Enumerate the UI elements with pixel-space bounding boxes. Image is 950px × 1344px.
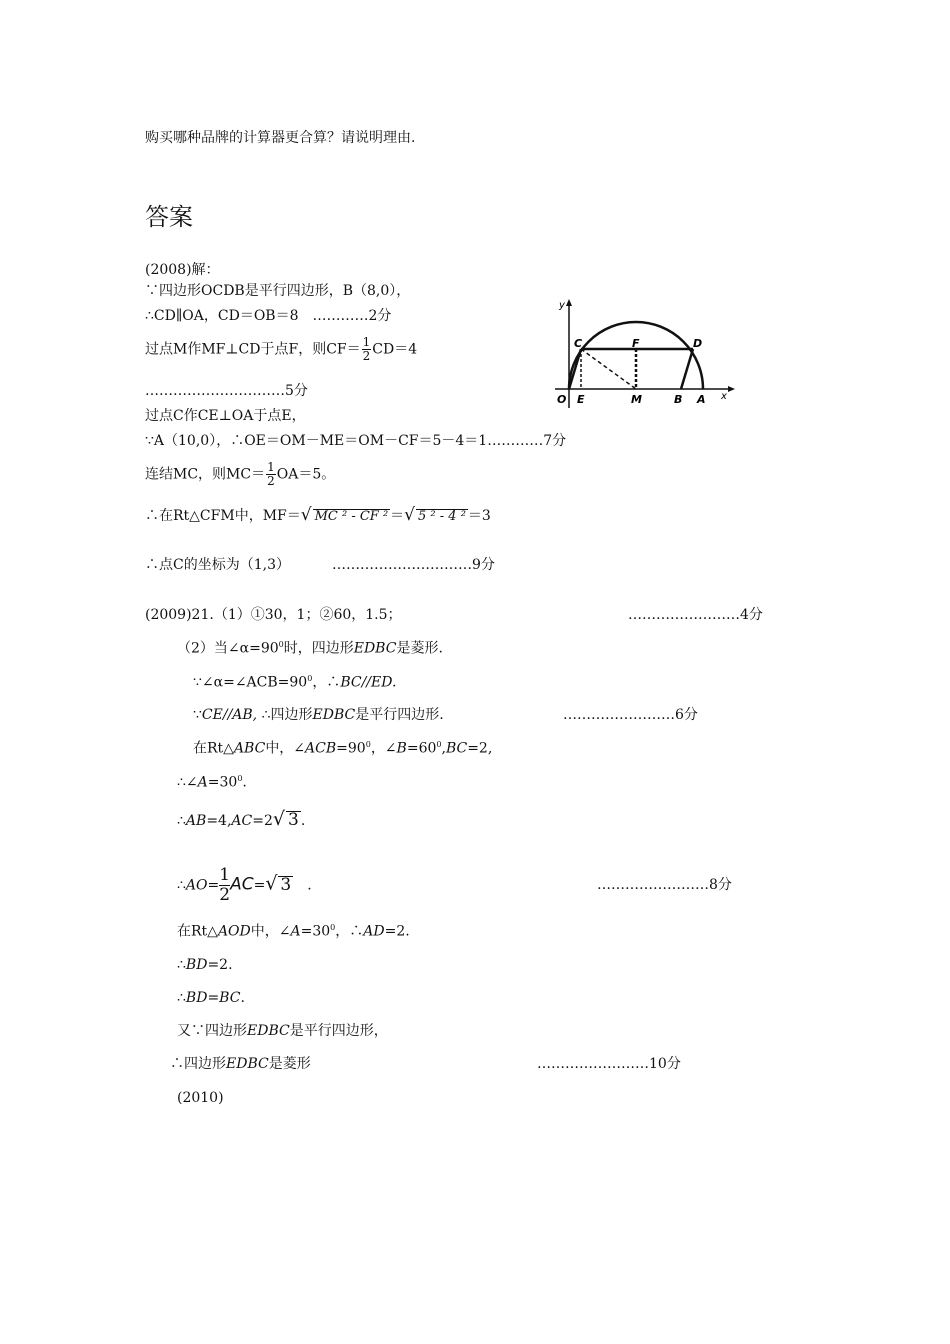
sol2009-line8: ∴AO= $\frac{1}{2}$ AC=√ 3 .: [177, 865, 312, 905]
question-tail: 购买哪种品牌的计算器更合算？请说明理由.: [145, 130, 416, 146]
y-axis-arrow-icon: [566, 299, 572, 306]
label-m: M: [631, 393, 642, 406]
fraction-half: $\frac{1}{2}$: [219, 865, 231, 905]
sol2008-line3: ∴CD∥OA，CD＝OB＝8 …………2分: [145, 308, 392, 324]
answer-heading: 答案: [145, 203, 193, 231]
sol2008-line1: (2008)解：: [145, 262, 220, 278]
radical-3: 3: [280, 874, 292, 895]
radical-5-4: 5 ² - 4 ²: [418, 509, 466, 524]
sol2008-line6: 过点C作CE⊥OA于点E，: [145, 408, 306, 424]
radical-3: 3: [288, 810, 299, 830]
sol2008-line10: ∴点C的坐标为（1,3） …………………………9分: [145, 557, 495, 573]
sol2009-line6: $\therefore\angle A=30^0$.: [177, 774, 247, 791]
sol2009-line3: $\because\angle\alpha=\angle ACB=90^0$，∴BC//ED.: [193, 674, 397, 691]
label-f: F: [632, 337, 640, 350]
sol2008-line8: 连结MC，则MC＝ $\frac{1}{2}$ OA＝5。: [145, 460, 336, 488]
sol2009-line11: ∴BD=BC.: [177, 990, 245, 1006]
sol2009-line4-score: ……………………6分: [563, 707, 698, 723]
sol2008-line2: ∵四边形OCDB是平行四边形，B（8,0），: [145, 283, 411, 299]
label-c: C: [574, 337, 583, 350]
sol2008-line5: …………………………5分: [145, 383, 308, 399]
segment-db: [681, 349, 693, 389]
sol2009-line1: (2009)21.（1）①30，1；②60，1.5；: [145, 607, 402, 623]
label-d: D: [693, 337, 703, 350]
label-b: B: [674, 393, 683, 406]
label-x: x: [721, 391, 727, 402]
label-o: O: [557, 393, 567, 406]
label-e: E: [577, 393, 585, 406]
label-a: A: [697, 393, 706, 406]
segment-cm: [581, 349, 636, 389]
radical-mc-cf: MC ² - CF ²: [314, 509, 389, 524]
sol2009-line7: ∴AB=4,AC=2√ 3 .: [177, 808, 306, 830]
sol2009-line10: ∴BD=2.: [177, 957, 233, 973]
sol2008-line4: 过点M作MF⊥CD于点F，则CF＝ $\frac{1}{2}$ CD＝4: [145, 335, 418, 363]
sol2009-line12: 又∵四边形EDBC是平行四边形，: [177, 1023, 388, 1039]
geometry-figure: [553, 295, 743, 410]
sol2009-line8-score: ……………………8分: [597, 877, 732, 893]
sol2009-line5: 在Rt△ABC中，$\angle ACB=90^0$，$\angle B=60^0,BC=2$,: [193, 740, 493, 757]
sol2009-line9: 在Rt△AOD中，$\angle A=30^0$，∴AD=2.: [177, 923, 410, 940]
sol2009-line13-score: ……………………10分: [537, 1056, 681, 1072]
fraction-half: $\frac{1}{2}$: [362, 335, 371, 363]
sol2009-line1-score: ……………………4分: [628, 607, 763, 623]
fraction-half: $\frac{1}{2}$: [267, 460, 275, 488]
sol2008-line7: ∵A（10,0），∴OE＝OM－ME＝OM－CF＝5－4＝1…………7分: [145, 433, 567, 449]
sol2009-line2: （2）当$\angle\alpha=90^0$时，四边形EDBC是菱形.: [177, 640, 443, 657]
label-y: y: [559, 300, 565, 311]
sol2009-line13: ∴四边形EDBC是菱形: [170, 1056, 311, 1072]
x-axis-arrow-icon: [728, 386, 735, 392]
sol2010-label: (2010): [177, 1090, 224, 1106]
sol2008-line9: ∴在Rt△CFM中，MF＝√ MC ² - CF ² ＝√ 5 ² - 4 ² ＝3: [145, 505, 491, 525]
sol2009-line4: ∵CE//AB, ∴四边形EDBC是平行四边形.: [193, 707, 444, 723]
